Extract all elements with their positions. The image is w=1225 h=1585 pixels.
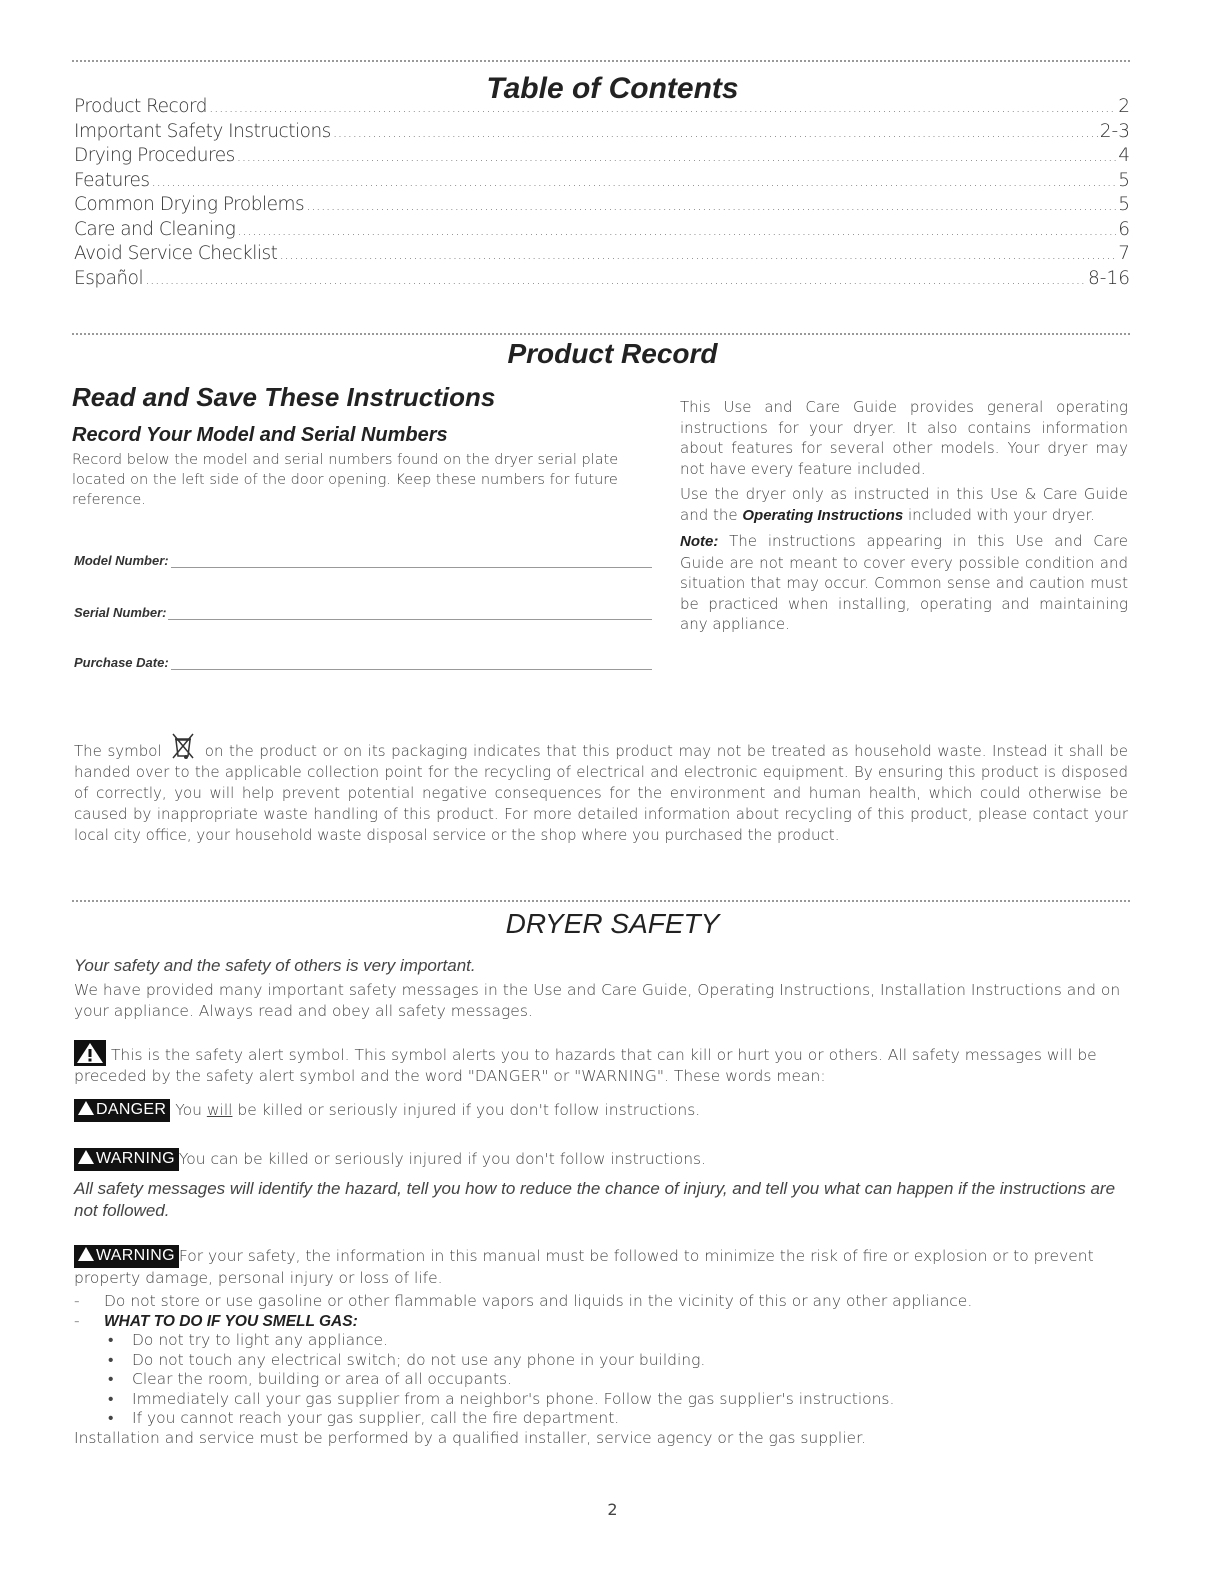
list-item: • Do not try to light any appliance. [108, 1331, 388, 1349]
toc-label: Important Safety Instructions [74, 120, 331, 142]
toc-list [74, 96, 1130, 292]
list-item: • If you cannot reach your gas supplier, call the fire department. [108, 1409, 620, 1427]
safety-intro: We have provided many important safety messages in the Use and Care Guide, Operating Instructions, Installation Instructions and on your appliance. Always read and obey all safety messages. [74, 981, 1121, 1020]
purchase-date-label: Purchase Date: [74, 655, 169, 670]
record-numbers-heading: Record Your Model and Serial Numbers [72, 424, 448, 446]
serial-number-field[interactable] [74, 605, 652, 620]
toc-label: Product Record [74, 96, 208, 117]
section-title-dryer-safety: DRYER SAFETY [505, 908, 720, 939]
divider [72, 60, 1130, 62]
divider [72, 333, 1130, 335]
toc-page: 5 [1118, 194, 1130, 215]
toc-label: Features [74, 169, 150, 191]
toc-entry[interactable] [74, 145, 1130, 170]
toc-entry[interactable] [74, 243, 1130, 268]
guide-description [680, 397, 1128, 640]
crossed-bin-icon [167, 730, 199, 756]
toc-page: 6 [1118, 218, 1130, 240]
list-item: • Immediately call your gas supplier from a neighbor's phone. Follow the gas supplier's instructions. [108, 1389, 895, 1408]
recycling-paragraph: The symbol on the product or on its packaging indicates that this product may not be treated as household waste. Instead it shall be handed over to the applicable collection point for the recycling of electrical and electronic equipment. By ensuring this product is disposed of correctly, you will help prevent potential negative consequences for the environment and human health, which could otherwise be caused by inappropriate waste handling of this product. For more detailed information about recycling of this product, please contact your local city office, your household waste disposal service or the shop where you purchased the product. [74, 730, 1128, 846]
safety-alert-paragraph: This is the safety alert symbol. This symbol alerts you to hazards that can kill or hurt you or others. All safety messages will be preceded by the safety alert symbol and the word "DANGER" or "WARNING". These words mean: [74, 1040, 1128, 1087]
toc-label: Drying Procedures [74, 145, 235, 166]
warning-badge: WARNING [74, 1245, 179, 1268]
toc-page: 7 [1118, 243, 1130, 264]
danger-badge: DANGER [74, 1099, 170, 1122]
warning-triangle-icon [78, 1150, 94, 1164]
safety-alert-icon [74, 1040, 106, 1066]
safety-bold-statement: All safety messages will identify the hazard, tell you how to reduce the chance of injury, and tell you what can happen if the instructions are not followed. [74, 1179, 1116, 1220]
warning-gas-paragraph: WARNING For your safety, the information in this manual must be followed to minimize the risk of fire or explosion or to prevent property damage, personal injury or loss of life. [74, 1247, 1094, 1287]
model-number-label: Model Number: [74, 553, 169, 568]
purchase-date-field[interactable] [74, 655, 652, 670]
guide-paragraph: This Use and Care Guide provides general operating instructions for your dryer. It also contains information about features for several other models. Your dryer may not have every feature included. [680, 398, 1128, 478]
model-number-field[interactable] [74, 553, 652, 568]
toc-label: Care and Cleaning [74, 218, 236, 240]
guide-paragraph: Use the dryer only as instructed in this Use & Care Guide and the Operating Instructions included with your dryer. [680, 485, 1128, 524]
note-paragraph: Note: The instructions appearing in this Use and Care Guide are not meant to cover every possible condition and situation that may occur. Common sense and caution must be practiced when installing, operating and maintaining any appliance. [680, 532, 1128, 633]
toc-entry[interactable] [74, 194, 1130, 219]
toc-label: Español [74, 267, 144, 289]
safety-subheading: Your safety and the safety of others is very important. [74, 956, 476, 975]
warning-badge: WARNING [74, 1148, 179, 1171]
warning-paragraph: WARNING You can be killed or seriously injured if you don't follow instructions. [74, 1148, 1128, 1171]
divider [72, 900, 1130, 902]
toc-label: Common Drying Problems [74, 194, 305, 215]
toc-page: 2 [1118, 96, 1130, 117]
toc-label: Avoid Service Checklist [74, 243, 278, 264]
closing-statement: Installation and service must be performed by a qualified installer, service agency or the gas supplier. [74, 1428, 866, 1447]
gas-safety-list [74, 1292, 1128, 1448]
warning-triangle-icon [78, 1101, 94, 1115]
toc-entry[interactable] [74, 121, 1130, 146]
serial-number-line[interactable] [168, 607, 652, 620]
toc-page: 8-16 [1088, 267, 1130, 289]
serial-number-label: Serial Number: [74, 605, 167, 620]
list-item: • Clear the room, building or area of all occupants. [108, 1370, 513, 1388]
toc-entry[interactable] [74, 170, 1130, 195]
list-item: - WHAT TO DO IF YOU SMELL GAS: [74, 1311, 358, 1330]
warning-triangle-icon [78, 1247, 94, 1261]
model-number-line[interactable] [171, 555, 652, 568]
purchase-date-line[interactable] [171, 657, 652, 670]
section-title-product-record: Product Record [507, 338, 718, 369]
toc-entry[interactable] [74, 219, 1130, 244]
toc-entry[interactable] [74, 96, 1130, 121]
read-save-heading: Read and Save These Instructions [72, 382, 496, 412]
list-item: • Do not touch any electrical switch; do not use any phone in your building. [108, 1350, 706, 1369]
toc-page: 4 [1118, 145, 1130, 166]
toc-title: Table of Contents [486, 72, 739, 105]
list-item: - Do not store or use gasoline or other flammable vapors and liquids in the vicinity of this or any other appliance. [74, 1292, 973, 1310]
record-instructions: Record below the model and serial numbers found on the dryer serial plate located on the left side of the door opening. Keep these numbers for future reference. [72, 452, 619, 508]
toc-entry[interactable] [74, 268, 1130, 293]
toc-page: 2-3 [1099, 120, 1130, 142]
page-number: 2 [607, 1500, 618, 1519]
toc-page: 5 [1118, 169, 1130, 191]
danger-paragraph: DANGER You will be killed or seriously injured if you don't follow instructions. [74, 1099, 1128, 1122]
